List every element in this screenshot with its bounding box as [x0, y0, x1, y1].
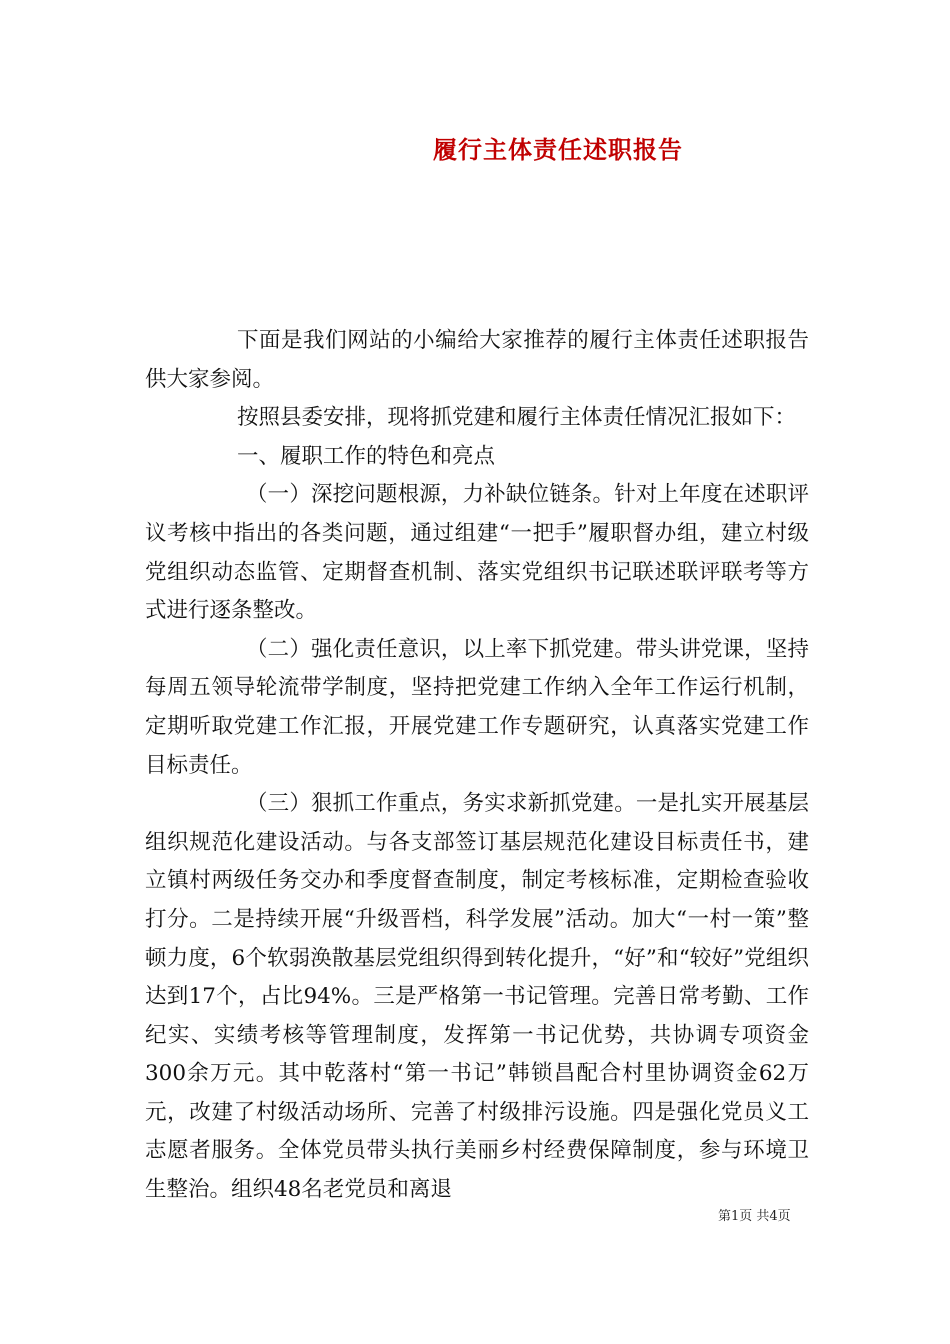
subsection-2-paragraph: （二）强化责任意识，以上率下抓党建。带头讲党课，坚持每周五领导轮流带学制度，坚持把党建工作纳入全年工作运行机制，定期听取党建工作汇报，开展党建工作专题研究，认真落实党建工作目标责任。	[145, 636, 809, 778]
report-opening: 按照县委安排，现将抓党建和履行主体责任情况汇报如下：	[237, 405, 797, 431]
intro-paragraph: 下面是我们网站的小编给大家推荐的履行主体责任述职报告供大家参阅。	[145, 328, 809, 392]
section-heading: 一、履职工作的特色和亮点	[237, 443, 496, 469]
subsection-1-paragraph: （一）深挖问题根源，力补缺位链条。针对上年度在述职评议考核中指出的各类问题，通过组建“一把手”履职督办组，建立村级党组织动态监管、定期督查机制、落实党组织书记联述联评联考等方式进行逐条整改。	[145, 482, 809, 624]
document-body	[145, 322, 809, 1210]
subsection-3-paragraph: （三）狠抓工作重点，务实求新抓党建。一是扎实开展基层组织规范化建设活动。与各支部签订基层规范化建设目标责任书，建立镇村两级任务交办和季度督查制度，制定考核标准，定期检查验收打分。二是持续开展“升级晋档，科学发展”活动。加大“一村一策”整顿力度，6个软弱涣散基层党组织得到转化提升，“好”和“较好”党组织达到17个，占比94%。三是严格第一书记管理。完善日常考勤、工作纪实、实绩考核等管理制度，发挥第一书记优势，共协调专项资金300余万元。其中乾落村“第一书记”韩锁昌配合村里协调资金62万元，改建了村级活动场所、完善了村级排污设施。四是强化党员义工志愿者服务。全体党员带头执行美丽乡村经费保障制度，参与环境卫生整治。组织48名老党员和离退	[145, 791, 809, 1203]
page-number: 第1页 共4页	[718, 1209, 791, 1224]
document-title: 履行主体责任述职报告	[433, 135, 683, 164]
